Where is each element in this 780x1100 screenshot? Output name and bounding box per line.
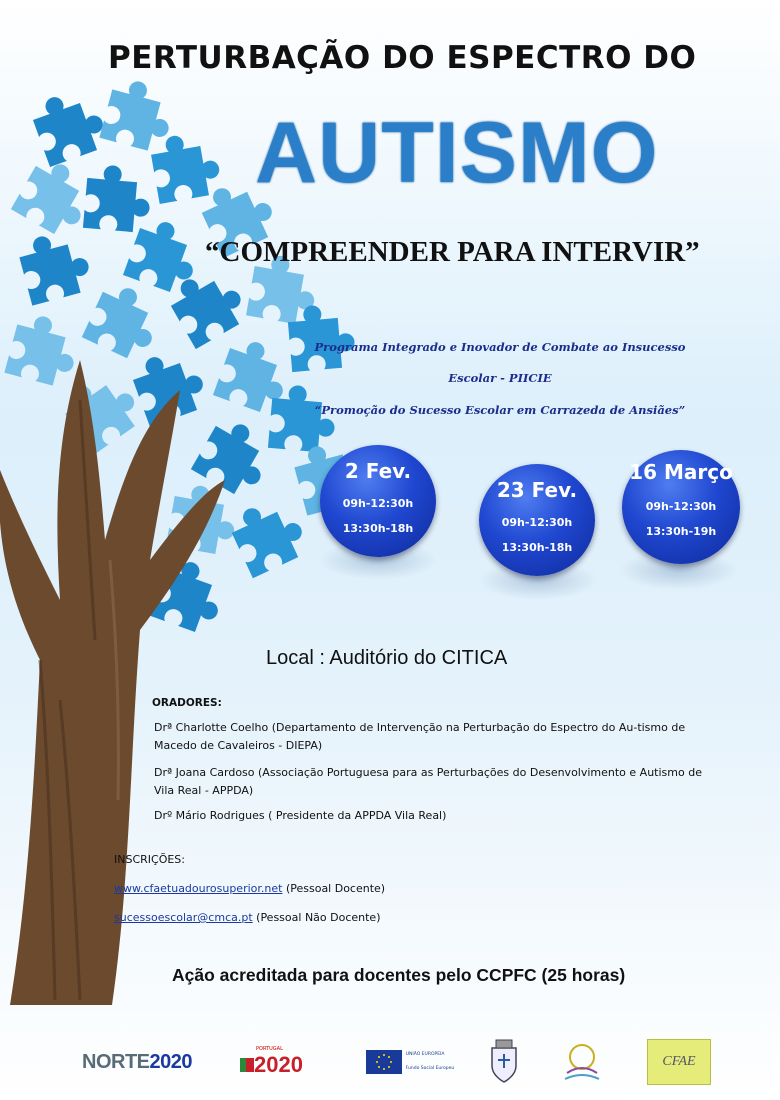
session-circle <box>622 450 740 564</box>
link-note: (Pessoal Docente) <box>282 882 386 895</box>
speakers-heading: ORADORES: <box>152 697 222 709</box>
speaker-item: Drº Mário Rodrigues ( Presidente da APPDA Vila Real) <box>154 809 447 822</box>
cfae-logo: CFAE <box>645 1038 713 1086</box>
speaker-item: Drª Charlotte Coelho (Departamento de Intervenção na Perturbação do Espectro do Au-tismo de Macedo de Cavaleiros - DIEPA) <box>154 721 686 752</box>
norte2020-logo: NORTE 2020 <box>82 1050 192 1073</box>
session-circle <box>479 464 595 576</box>
program-line-2: Escolar - PIICIE <box>448 371 552 385</box>
link-note: (Pessoal Não Docente) <box>252 911 381 924</box>
municipality-crest-logo <box>482 1038 526 1086</box>
tree-trunk <box>0 360 225 1005</box>
school-logo <box>554 1038 610 1086</box>
registration-link-staff <box>114 911 381 924</box>
session-time-afternoon: 13:30h-18h <box>501 541 573 554</box>
cfae-website-link[interactable]: www.cfaetuadourosuperior.net <box>114 882 283 895</box>
program-line-1: Programa Integrado e Inovador de Combate ao Insucesso <box>314 340 686 354</box>
session-date: 23 Fev. <box>496 478 578 502</box>
eu-logo: UNIÃO EUROPEIA Fundo Social Europeu <box>360 1038 460 1086</box>
title-line-1: PERTURBAÇÃO DO ESPECTRO DO <box>108 40 697 76</box>
portugal-flag-icon <box>240 1056 254 1074</box>
session-time-afternoon: 13:30h-18h <box>342 522 414 535</box>
session-time-morning: 09h-12:30h <box>645 500 717 513</box>
session-date: 16 Março <box>629 460 733 484</box>
session-time-morning: 09h-12:30h <box>501 516 573 529</box>
accreditation-note: Ação acreditada para docentes pelo CCPFC (25 horas) <box>172 965 626 985</box>
session-circle <box>320 445 436 557</box>
title-autismo: AUTISMO <box>255 105 659 201</box>
registration-heading: INSCRIÇÕES: <box>114 853 186 866</box>
subtitle: “COMPREENDER PARA INTERVIR” <box>205 236 700 268</box>
session-date: 2 Fev. <box>344 459 412 483</box>
email-link[interactable]: sucessoescolar@cmca.pt <box>114 911 253 924</box>
speaker-item: Drª Joana Cardoso (Associação Portuguesa para as Perturbações do Desenvolvimento e Autismo de Vila Real - APPDA) <box>154 766 702 797</box>
program-line-3: “Promoção do Sucesso Escolar em Carrazeda de Ansiães” <box>314 403 686 417</box>
session-time-afternoon: 13:30h-19h <box>645 525 717 538</box>
session-time-morning: 09h-12:30h <box>342 497 414 510</box>
venue: Local : Auditório do CITICA <box>266 647 508 669</box>
portugal2020-logo: PORTUGAL 2020 <box>240 1038 326 1086</box>
registration-link-teachers <box>114 882 385 895</box>
eu-flag-icon <box>366 1050 402 1074</box>
